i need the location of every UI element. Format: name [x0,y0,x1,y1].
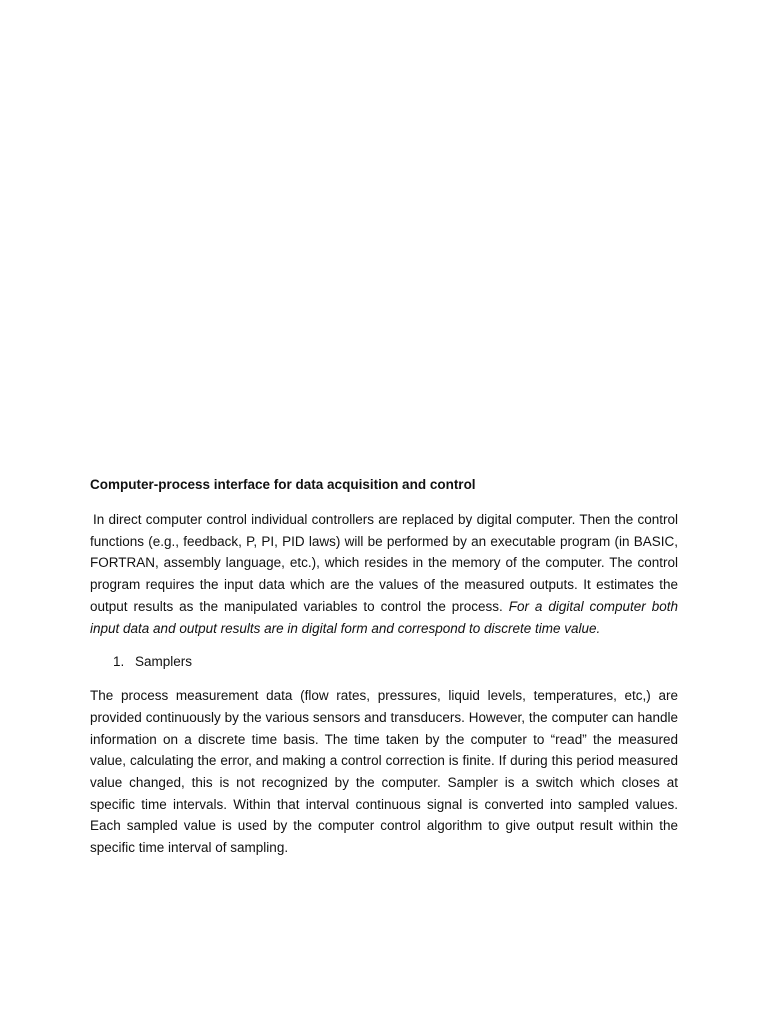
list-item-number: 1. [113,654,125,670]
section-heading: Computer-process interface for data acquisition and control [90,477,476,492]
intro-paragraph [90,509,678,639]
intro-paragraph-italic-text: For a digital computer both input data and output results are in digital form and correspond to discrete time value. [90,598,678,636]
list-item [90,651,678,673]
samplers-paragraph: The process measurement data (flow rates, pressures, liquid levels, temperatures, etc,) are provided continuously by the various sensors and transducers. However, the computer can handle information on a discrete time basis. The time taken by the computer to “read” the measured value, calculating the error, and making a control correction is finite. If during this period measured value changed, this is not recognized by the computer. Sampler is a switch which closes at specific time intervals. Within that interval continuous signal is converted into sampled values. Each sampled value is used by the computer control algorithm to give output result within the specific time interval of sampling. [90,688,678,856]
list-item-label: Samplers [135,654,193,670]
document-content [90,474,678,859]
numbered-list [90,651,678,673]
intro-paragraph-text: In direct computer control individual controllers are replaced by digital computer. Then the control functions (e.g., feedback, P, PI, PID laws) will be performed by an executable program (in BASIC, FORTRAN, assembly language, etc.), which resides in the memory of the computer. The control program requires the input data which are the values of the measured outputs. It estimates the output results as the manipulated variables to control the process. [90,512,678,614]
